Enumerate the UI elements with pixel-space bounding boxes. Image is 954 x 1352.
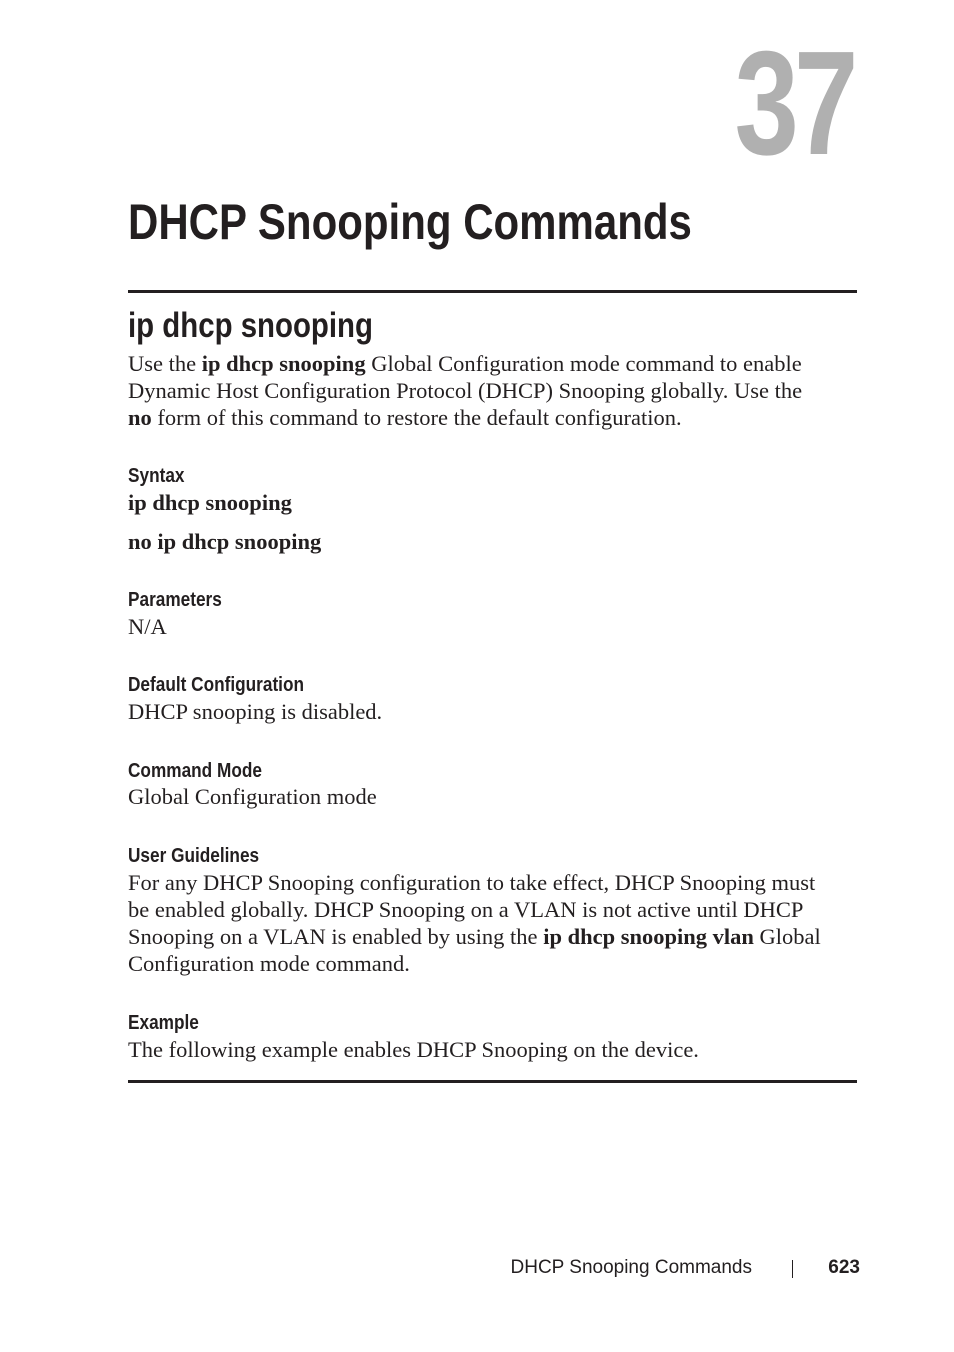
user-guidelines-heading: User Guidelines xyxy=(128,844,260,867)
chapter-number: 37 xyxy=(734,21,854,186)
command-title xyxy=(128,304,420,348)
syntax-line-1: ip dhcp snooping xyxy=(128,490,292,515)
parameters-text: N/A xyxy=(128,614,167,639)
example-heading: Example xyxy=(128,1011,199,1034)
intro-line-2: Dynamic Host Configuration Protocol (DHCP) Snooping globally. Use the xyxy=(128,378,803,403)
vlan-command-keyword: ip dhcp snooping vlan xyxy=(543,924,754,949)
footer-separator xyxy=(792,1260,793,1278)
guidelines-line-2: be enabled globally. DHCP Snooping on a VLAN is not active until DHCP xyxy=(128,897,804,922)
default-configuration-text: DHCP snooping is disabled. xyxy=(128,699,383,724)
intro-line-3: no form of this command to restore the default configuration. xyxy=(128,405,682,430)
command-mode-text: Global Configuration mode xyxy=(128,784,377,809)
no-keyword: no xyxy=(128,405,152,430)
command-mode-heading: Command Mode xyxy=(128,759,262,782)
example-text: The following example enables DHCP Snooping on the device. xyxy=(128,1037,699,1062)
footer-page-number: 623 xyxy=(828,1257,860,1278)
command-intro xyxy=(128,350,858,431)
intro-line-1: Use the ip dhcp snooping Global Configuration mode command to enable xyxy=(128,351,802,376)
guidelines-line-4: Configuration mode command. xyxy=(128,951,410,976)
section-rule-bottom xyxy=(128,1080,857,1083)
footer-section-title: DHCP Snooping Commands xyxy=(510,1257,752,1278)
chapter-title-text: DHCP Snooping Commands xyxy=(128,194,692,250)
syntax-heading: Syntax xyxy=(128,464,185,487)
syntax-line-2: no ip dhcp snooping xyxy=(128,529,322,554)
chapter-title xyxy=(128,192,799,252)
section-rule-top xyxy=(128,290,857,293)
command-title-text: ip dhcp snooping xyxy=(128,306,373,345)
command-keyword: ip dhcp snooping xyxy=(201,351,366,376)
user-guidelines-text xyxy=(128,869,858,977)
default-configuration-heading: Default Configuration xyxy=(128,673,305,696)
guidelines-line-3: Snooping on a VLAN is enabled by using the ip dhcp snooping vlan Global xyxy=(128,924,821,949)
parameters-heading: Parameters xyxy=(128,588,222,611)
guidelines-line-1: For any DHCP Snooping configuration to take effect, DHCP Snooping must xyxy=(128,870,816,895)
